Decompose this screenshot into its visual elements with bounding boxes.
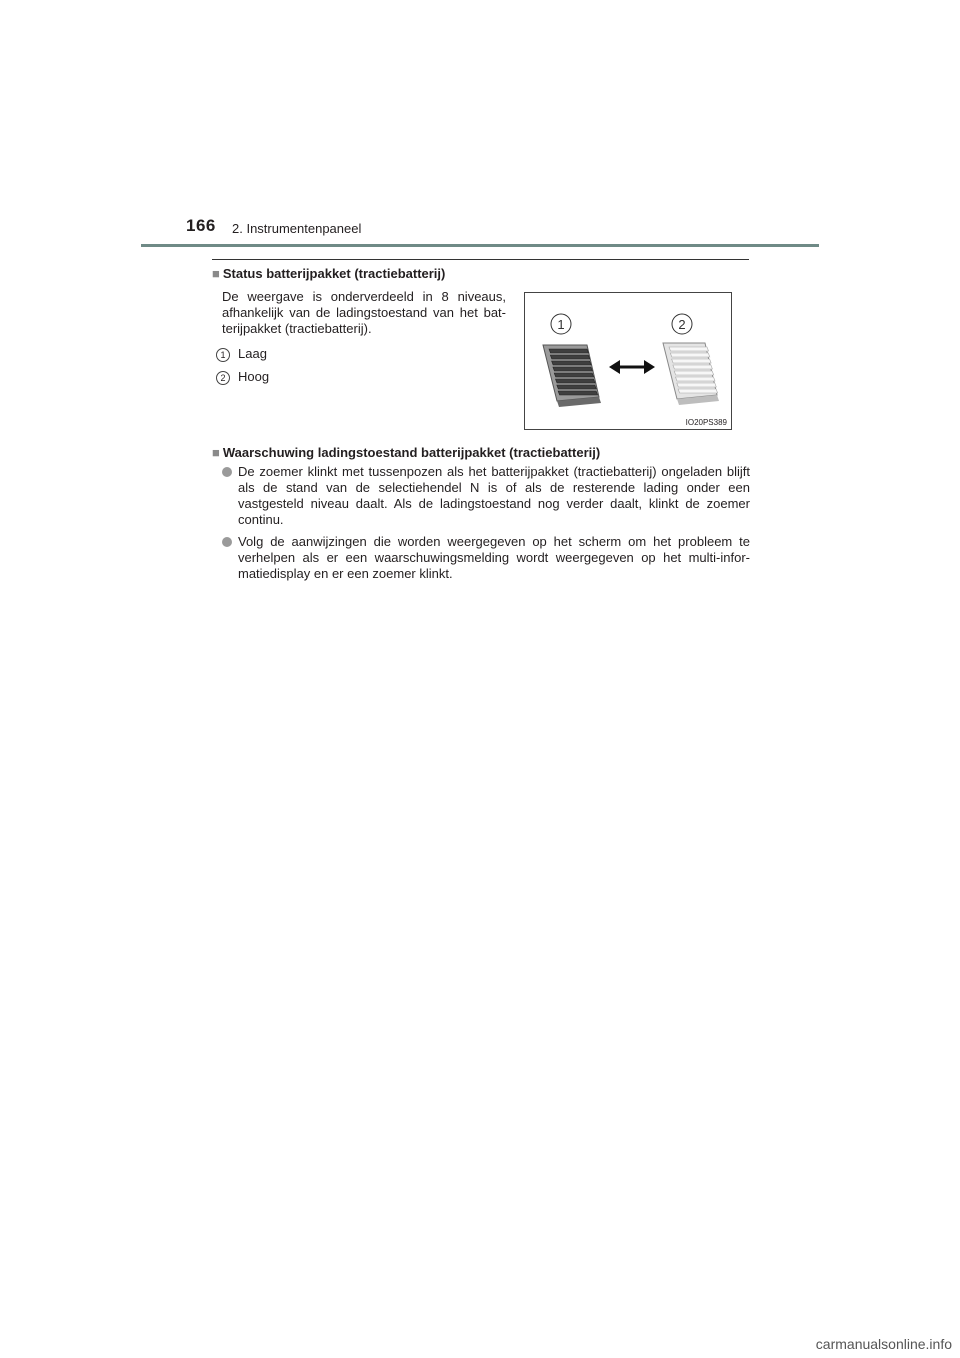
bullet-text: Volg de aanwijzingen die worden weergegeven op het scherm om het probleem te verhelpen als er een waarschuwingsmelding wordt weergegeven op het multi-infor-matiedisplay en er een zoemer klinkt. xyxy=(238,534,750,581)
low-battery-segment-4 xyxy=(553,367,593,371)
number-1-icon: 1 xyxy=(216,348,230,362)
callout-label-high: Hoog xyxy=(238,369,270,384)
round-bullet-icon xyxy=(222,537,232,547)
round-bullet-icon xyxy=(222,467,232,477)
figure-callout-2: 2 xyxy=(678,317,686,332)
low-battery-segment-2 xyxy=(550,355,590,359)
section-divider xyxy=(212,259,749,260)
low-battery-segment-7 xyxy=(557,385,597,389)
high-battery-segment-1 xyxy=(669,347,709,351)
low-battery-segment-6 xyxy=(556,379,596,383)
number-2-icon: 2 xyxy=(216,371,230,385)
callout-high xyxy=(216,369,269,385)
square-bullet-icon: ■ xyxy=(212,445,220,460)
bullet-text: De zoemer klinkt met tussenpozen als het batterijpakket (tractiebatterij) ongeladen blijft als de stand van de selectiehendel N is of als de resterende lading onder een vastgesteld niveau daalt. Als de ladingstoestand nog verder daalt, klinkt de zoemer continu. xyxy=(238,464,750,527)
low-battery-icon xyxy=(543,345,601,407)
high-battery-segment-6 xyxy=(676,377,716,381)
bullet-item xyxy=(222,464,750,528)
callout-label-low: Laag xyxy=(238,346,267,361)
battery-level-figure xyxy=(524,292,732,430)
figure-code: IO20PS389 xyxy=(685,418,727,427)
low-battery-segment-8 xyxy=(558,391,598,395)
battery-level-illustration xyxy=(525,293,733,431)
header-rule xyxy=(141,244,819,247)
high-battery-icon xyxy=(663,343,719,405)
section-heading-battery-status xyxy=(212,266,445,281)
low-battery-segment-3 xyxy=(552,361,592,365)
high-battery-segment-3 xyxy=(672,359,712,363)
low-battery-segment-1 xyxy=(549,349,589,353)
section-heading-charge-warning xyxy=(212,445,600,460)
page-number: 166 xyxy=(186,216,216,235)
bullet-item xyxy=(222,534,750,582)
figure-callout-1: 1 xyxy=(557,317,565,332)
square-bullet-icon: ■ xyxy=(212,266,220,281)
double-arrow-icon xyxy=(609,360,655,374)
battery-status-paragraph: De weergave is onderverdeeld in 8 niveaus, afhankelijk van de ladingstoestand van het bat-terijpakket (tractiebatterij). xyxy=(222,289,506,336)
watermark: carmanualsonline.info xyxy=(815,1336,952,1352)
heading-text: Waarschuwing ladingstoestand batterijpakket (tractiebatterij) xyxy=(222,445,601,460)
high-battery-segment-7 xyxy=(677,383,717,387)
low-battery-segment-5 xyxy=(554,373,594,377)
high-battery-segment-4 xyxy=(673,365,713,369)
high-battery-segment-5 xyxy=(674,371,714,375)
chapter-title: 2. Instrumentenpaneel xyxy=(232,221,362,236)
callout-low xyxy=(216,346,267,362)
high-battery-segment-2 xyxy=(670,353,710,357)
high-battery-segment-8 xyxy=(678,389,718,393)
heading-text: Status batterijpakket (tractiebatterij) xyxy=(222,266,446,281)
